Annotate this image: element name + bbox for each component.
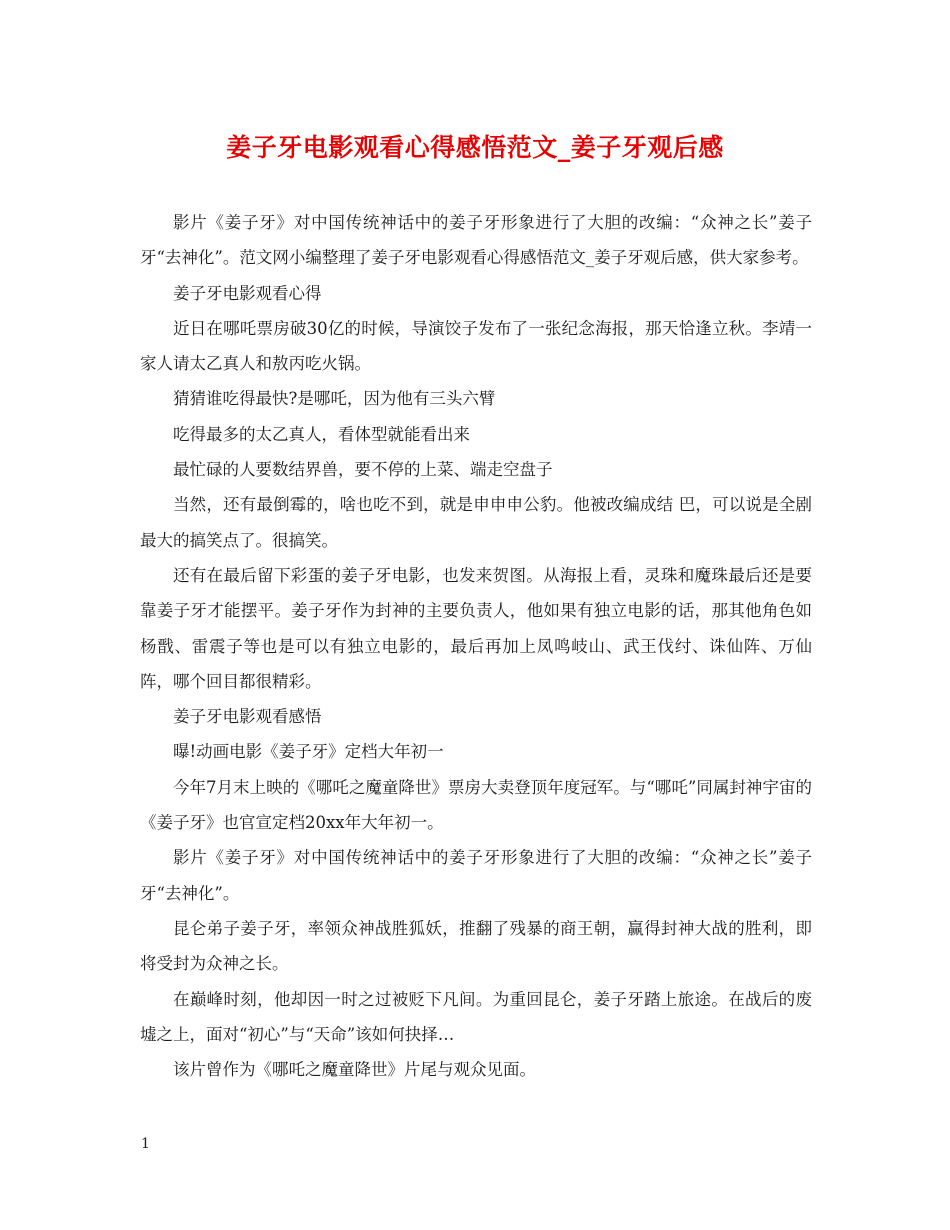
paragraph: 最忙碌的人要数结界兽，要不停的上菜、端走空盘子 xyxy=(173,460,553,480)
paragraph: 在巅峰时刻，他却因一时之过被贬下凡间。为重回昆仑，姜子牙踏上旅途。在战后的废墟之上，面对“初心”与“天命”该如何抉择… xyxy=(140,989,812,1044)
paragraph: 曝!动画电影《姜子牙》定档大年初一 xyxy=(173,742,444,762)
paragraph: 猜猜谁吃得最快?是哪吒，因为他有三头六臂 xyxy=(173,389,496,409)
paragraph: 该片曾作为《哪吒之魔童降世》片尾与观众见面。 xyxy=(173,1060,536,1080)
paragraph: 影片《姜子牙》对中国传统神话中的姜子牙形象进行了大胆的改编：“众神之长”姜子牙“去神化”。 xyxy=(140,848,812,903)
document-body xyxy=(140,205,812,1087)
paragraph: 今年7月末上映的《哪吒之魔童降世》票房大卖登顶年度冠军。与“哪吒”同属封神宇宙的《姜子牙》也官宣定档20xx年大年初一。 xyxy=(140,777,812,833)
paragraph: 吃得最多的太乙真人，看体型就能看出来 xyxy=(173,424,470,444)
paragraph-intro: 影片《姜子牙》对中国传统神话中的姜子牙形象进行了大胆的改编：“众神之长”姜子牙“去神化”。范文网小编整理了姜子牙电影观看心得感悟范文_姜子牙观后感，供大家参考。 xyxy=(140,213,812,268)
paragraph: 还有在最后留下彩蛋的姜子牙电影，也发来贺图。从海报上看，灵珠和魔珠最后还是要靠姜子牙才能摆平。姜子牙作为封神的主要负责人，他如果有独立电影的话，那其他角色如杨戬、雷震子等也是可以有独立电影的，最后再加上凤鸣岐山、武王伐纣、诛仙阵、万仙阵，哪个回目都很精彩。 xyxy=(140,565,812,691)
document-title: 姜子牙电影观看心得感悟范文_姜子牙观后感 xyxy=(226,133,724,162)
page-number: 1 xyxy=(141,1136,150,1152)
paragraph: 昆仑弟子姜子牙，率领众神战胜狐妖，推翻了残暴的商王朝，赢得封神大战的胜利，即将受封为众神之长。 xyxy=(140,918,812,974)
paragraph: 当然，还有最倒霉的，啥也吃不到，就是申申申公豹。他被改编成结 巴，可以说是全剧最大的搞笑点了。很搞笑。 xyxy=(140,495,812,550)
section-heading-viewing-reflections: 姜子牙电影观看感悟 xyxy=(173,707,322,727)
paragraph: 近日在哪吒票房破30亿的时候，导演饺子发布了一张纪念海报，那天恰逢立秋。李靖一家人请太乙真人和敖丙吃火锅。 xyxy=(140,318,812,374)
section-heading-viewing-notes: 姜子牙电影观看心得 xyxy=(173,283,322,303)
